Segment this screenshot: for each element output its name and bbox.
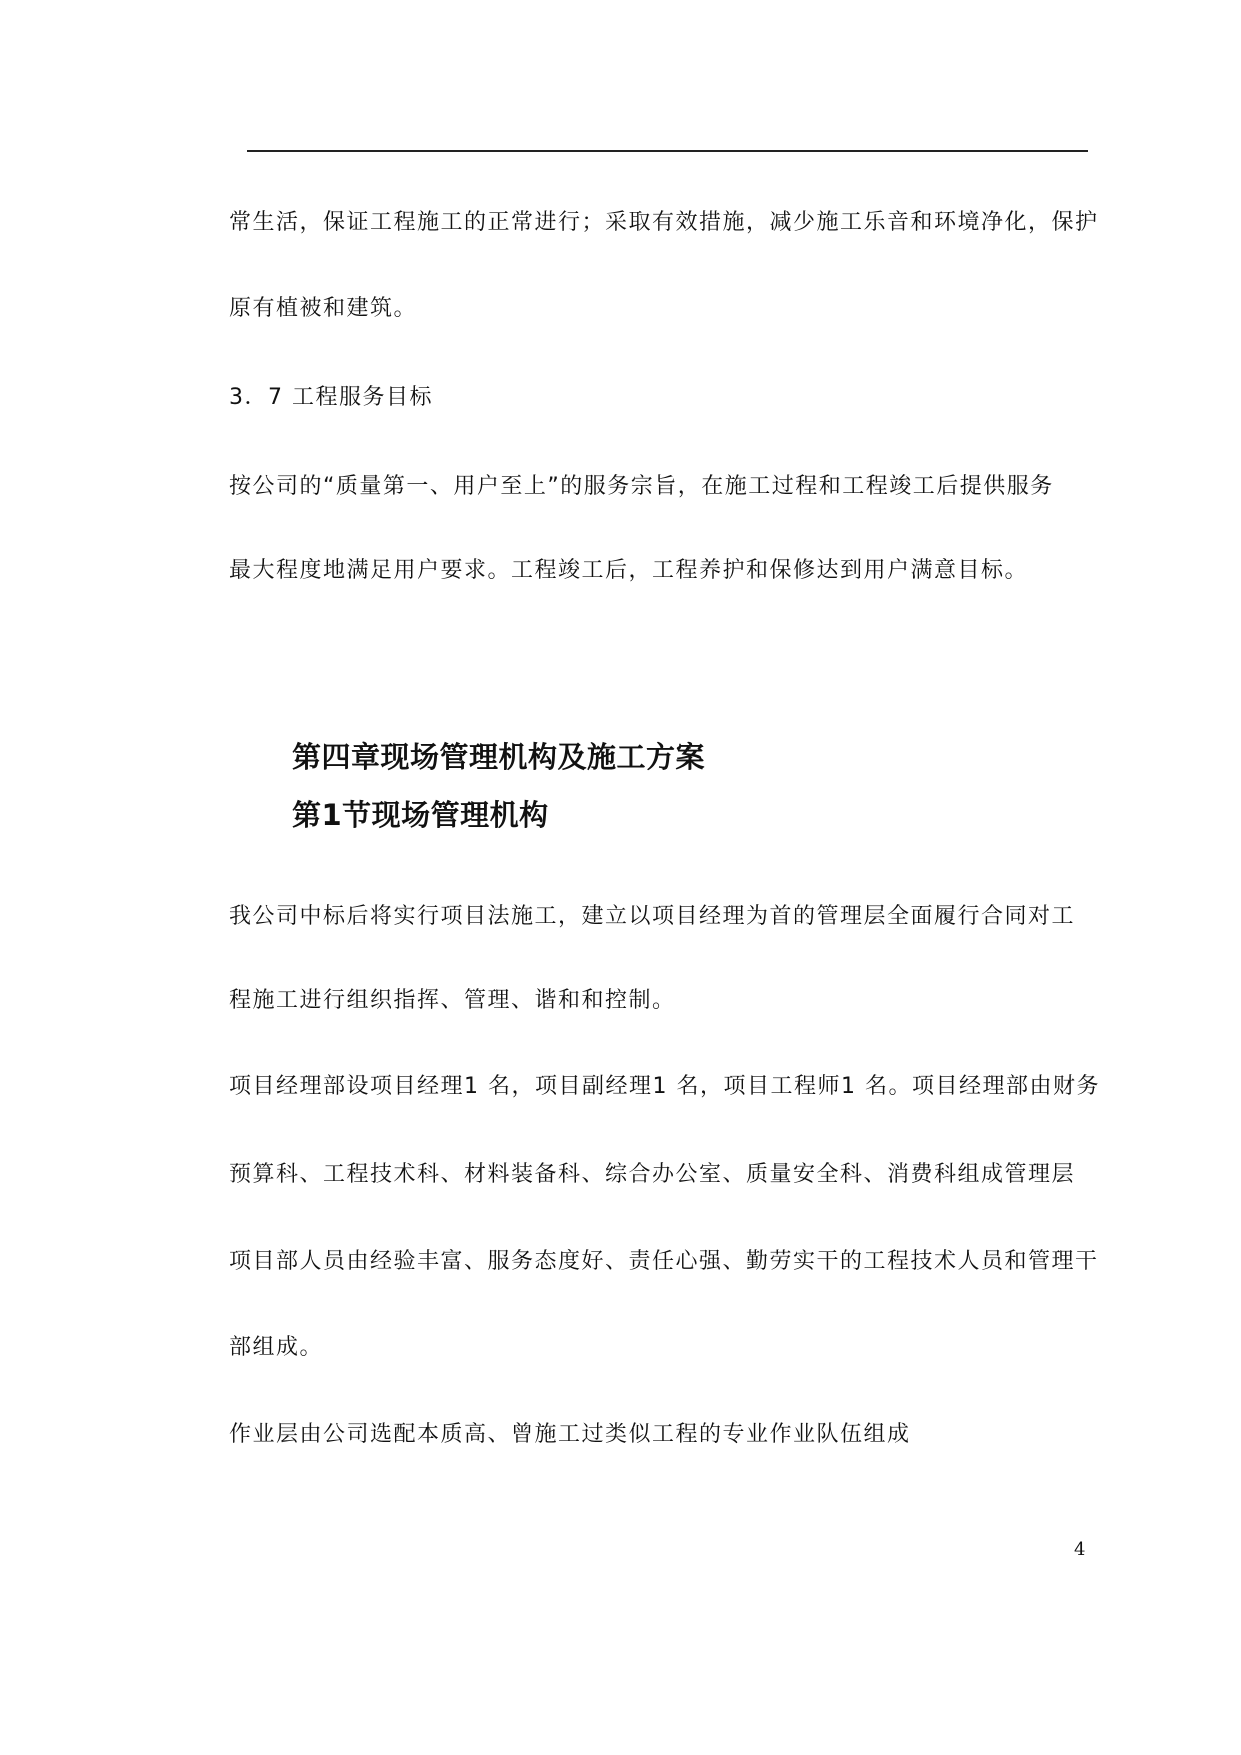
chapter-heading: 第四章现场管理机构及施工方案 bbox=[292, 740, 706, 774]
paragraph-line: 我公司中标后将实行项目法施工，建立以项目经理为首的管理层全面履行合同对工 bbox=[229, 904, 1076, 929]
paragraph-line: 常生活，保证工程施工的正常进行；采取有效措施，减少施工乐音和环境净化，保护 bbox=[229, 210, 1099, 235]
paragraph-line: 程施工进行组织指挥、管理、谐和和控制。 bbox=[229, 988, 676, 1013]
paragraph-line: 原有植被和建筑。 bbox=[229, 296, 418, 321]
paragraph-line: 项目经理部设项目经理1 名，项目副经理1 名，项目工程师1 名。项目经理部由财务 bbox=[229, 1074, 1100, 1099]
paragraph-line: 作业层由公司选配本质高、曾施工过类似工程的专业作业队伍组成 bbox=[229, 1422, 911, 1447]
section-heading: 第1节现场管理机构 bbox=[292, 798, 549, 832]
page-number: 4 bbox=[1074, 1539, 1086, 1560]
paragraph-line: 项目部人员由经验丰富、服务态度好、责任心强、勤劳实干的工程技术人员和管理干 bbox=[229, 1249, 1099, 1274]
paragraph-line: 部组成。 bbox=[229, 1335, 324, 1360]
header-rule bbox=[247, 150, 1088, 152]
section-subheading: 3．7 工程服务目标 bbox=[229, 385, 433, 410]
paragraph-line: 最大程度地满足用户要求。工程竣工后，工程养护和保修达到用户满意目标。 bbox=[229, 558, 1029, 583]
paragraph-line: 按公司的“质量第一、用户至上”的服务宗旨，在施工过程和工程竣工后提供服务 bbox=[229, 474, 1054, 499]
paragraph-line: 预算科、工程技术科、材料装备科、综合办公室、质量安全科、消费科组成管理层 bbox=[229, 1162, 1076, 1187]
